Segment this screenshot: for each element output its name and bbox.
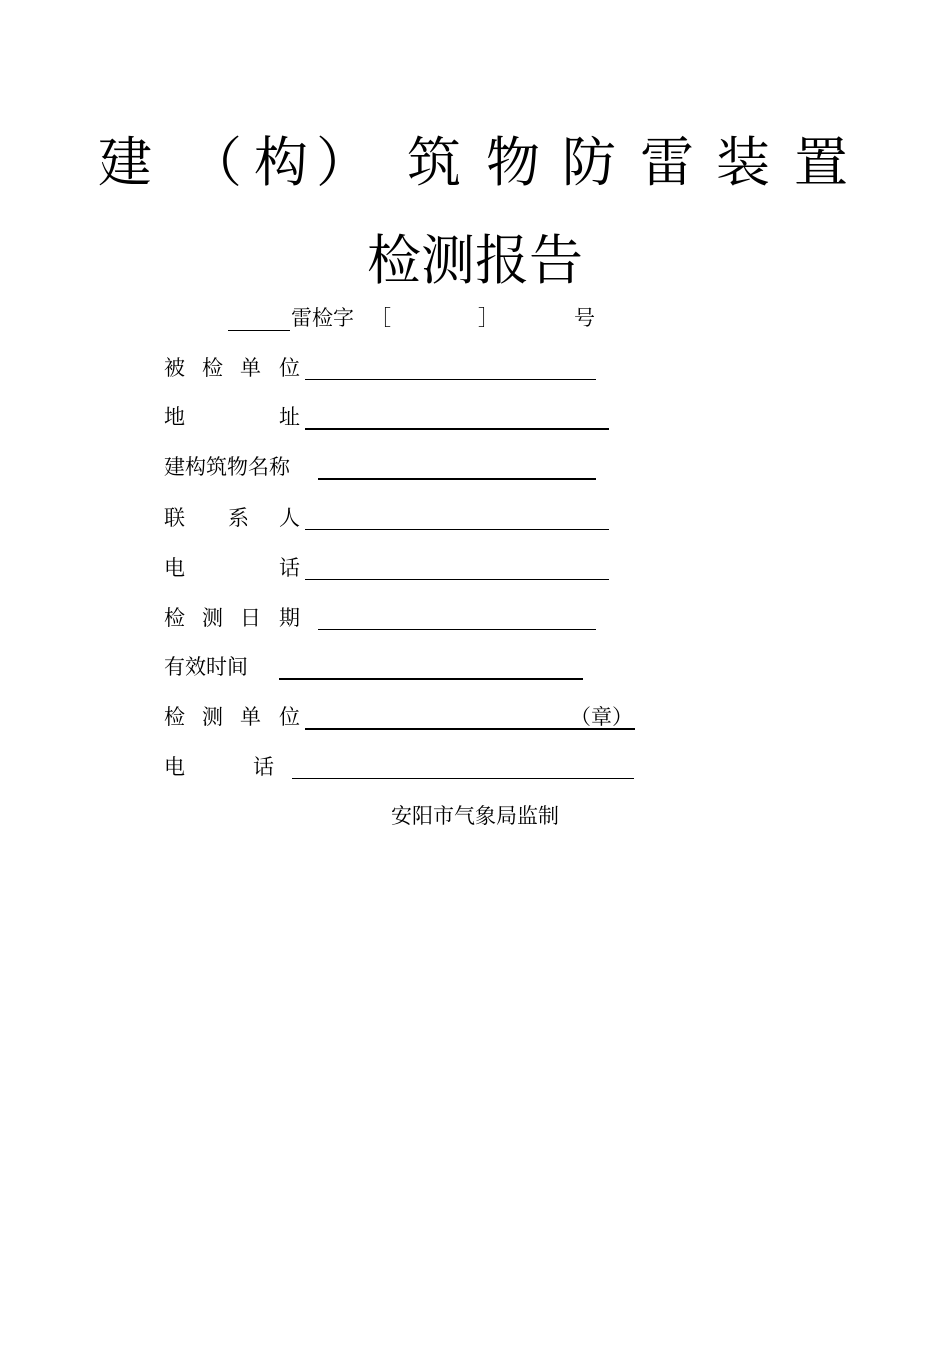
seal-mark: （章） [570, 705, 633, 729]
title-char: 建 [98, 131, 152, 194]
field-valid-time [0, 649, 950, 685]
field-building-name [0, 449, 950, 485]
title-char: 物 [486, 131, 540, 194]
field-label-char: 电 [164, 755, 185, 779]
bracket-close: ］ [478, 306, 499, 330]
inspected-unit-input-line[interactable] [305, 379, 596, 380]
field-label-char: 地 [164, 405, 185, 429]
contact-input-line[interactable] [305, 529, 609, 530]
building-name-input-line[interactable] [318, 478, 596, 480]
field-label-char: 测 [202, 606, 223, 630]
field-label-char: 话 [279, 556, 300, 580]
valid-time-input-line[interactable] [279, 678, 583, 680]
field-phone [0, 550, 950, 586]
field-testing-unit [0, 699, 950, 735]
field-label-char: 位 [279, 705, 300, 729]
title-char: 装 [716, 131, 770, 194]
field-address [0, 399, 950, 435]
field-inspected-unit [0, 350, 950, 386]
title-char: 防 [562, 131, 616, 194]
field-label-char: 系 [228, 506, 249, 530]
field-test-date [0, 600, 950, 636]
issuer-footer: 安阳市气象局监制 [391, 804, 559, 828]
serial-number-line [0, 302, 950, 334]
field-label-char: 检 [164, 705, 185, 729]
title-char: （ [188, 131, 242, 194]
title-char: 雷 [640, 131, 694, 194]
phone-input-line[interactable] [305, 579, 609, 580]
bracket-open: ［ [370, 306, 391, 330]
phone-2-input-line[interactable] [292, 778, 634, 779]
field-contact [0, 500, 950, 536]
field-label: 建构筑物名称 [164, 455, 290, 479]
field-label-char: 测 [202, 705, 223, 729]
field-label-char: 期 [279, 606, 300, 630]
report-title-line2: 检测报告 [367, 229, 583, 292]
field-label-char: 联 [164, 506, 185, 530]
title-char: 筑 [407, 131, 461, 194]
title-char: 构 [254, 131, 308, 194]
field-label-char: 单 [240, 705, 261, 729]
address-input-line[interactable] [305, 428, 609, 430]
title-char: ） [316, 131, 370, 194]
field-label-char: 话 [253, 755, 274, 779]
field-label-char: 日 [240, 606, 261, 630]
serial-prefix-blank[interactable] [228, 330, 290, 331]
serial-prefix: 雷检字 [291, 306, 354, 330]
field-label-char: 检 [202, 356, 223, 380]
serial-suffix: 号 [574, 306, 595, 330]
field-label-char: 单 [240, 356, 261, 380]
field-label-char: 位 [279, 356, 300, 380]
field-label-char: 电 [164, 556, 185, 580]
report-title-line1 [0, 128, 950, 198]
test-date-input-line[interactable] [318, 629, 596, 630]
field-label-char: 址 [279, 405, 300, 429]
field-phone-2 [0, 749, 950, 785]
field-label: 有效时间 [164, 655, 248, 679]
field-label-char: 人 [279, 506, 300, 530]
field-label-char: 被 [164, 356, 185, 380]
title-char: 置 [794, 131, 848, 194]
field-label-char: 检 [164, 606, 185, 630]
